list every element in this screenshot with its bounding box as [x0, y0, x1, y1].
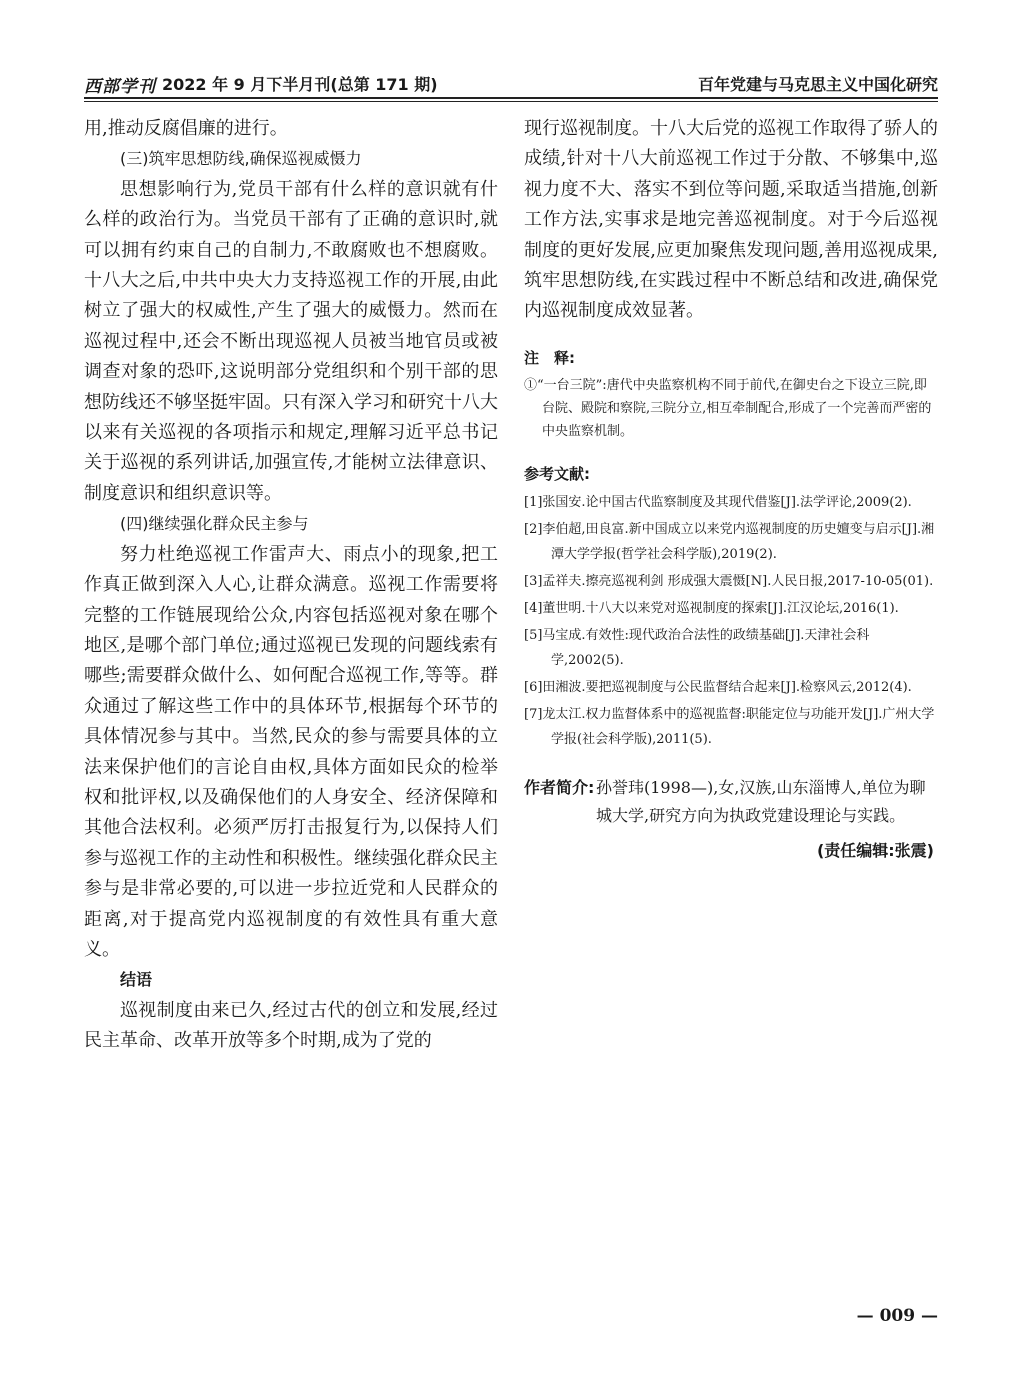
paragraph: 努力杜绝巡视工作雷声大、雨点小的现象,把工作真正做到深入人心,让群众满意。巡视工作需要将完整的工作链展现给公众,内容包括巡视对象在哪个地区,是哪个部门单位;通过巡视已发现的问题线索有哪些;需要群众做什么、如何配合巡视工作,等等。群众通过了解这些工作中的具体环节,根据每个环节的具体情况参与其中。当然,民众的参与需要具体的立法来保护他们的言论自由权,具体方面如民众的检举权和批评权,以及确保他们的人身安全、经济保障和其他合法权利。必须严厉打击报复行为,以保持人们参与巡视工作的主动性和积极性。继续强化群众民主参与是非常必要的,可以进一步拉近党和人民群众的距离,对于提高党内巡视制度的有效性具有重大意义。 — [84, 543, 498, 960]
header-rule — [84, 97, 938, 99]
issue-info: 2022 年 9 月下半月刊(总第 171 期) — [162, 75, 438, 94]
page-number: — 009 — — [856, 1306, 938, 1326]
notes-title: 注 释: — [524, 348, 575, 367]
note-text: ①“一台三院”:唐代中央监察机构不同于前代,在御史台之下设立三院,即台院、殿院和察院,三院分立,相互牵制配合,形成了一个完善而严密的中央监察机制。 — [524, 377, 932, 439]
paragraph: 思想影响行为,党员干部有什么样的意识就有什么样的政治行为。当党员干部有了正确的意识时,就可以拥有约束自己的自制力,不敢腐败也不想腐败。十八大之后,中共中央大力支持巡视工作的开展,由此树立了强大的权威性,产生了强大的威慑力。然而在巡视过程中,还会不断出现巡视人员被当地官员或被调查对象的恐吓,这说明部分党组织和个别干部的思想防线还不够坚挺牢固。只有深入学习和研究十八大以来有关巡视的各项指示和规定,理解习近平总书记关于巡视的系列讲话,加强宣传,才能树立法律意识、制度意识和组织意识等。 — [84, 178, 498, 504]
paragraph: 现行巡视制度。十八大后党的巡视工作取得了骄人的成绩,针对十八大前巡视工作过于分散、不够集中,巡视力度不大、落实不到位等问题,采取适当措施,创新工作方法,实事求是地完善巡视制度。对于今后巡视制度的更好发展,应更加聚焦发现问题,善用巡视成果,筑牢思想防线,在实践过程中不断总结和改进,确保党内巡视制度成效显著。 — [524, 118, 938, 322]
author-bio — [524, 774, 938, 830]
author-label: 作者简介: — [524, 777, 595, 797]
reference-item: [4]董世明.十八大以来党对巡视制度的探索[J].江汉论坛,2016(1). — [524, 600, 899, 616]
conclusion-heading: 结语 — [120, 970, 153, 990]
references-title: 参考文献: — [524, 464, 590, 483]
right-column — [524, 114, 938, 861]
author-text: 孙誉玮(1998—),女,汉族,山东淄博人,单位为聊城大学,研究方向为执政党建设理论与实践。 — [596, 777, 926, 825]
reference-item: [7]龙太江.权力监督体系中的巡视监督:职能定位与功能开发[J].广州大学学报(社会科学版),2011(5). — [524, 706, 935, 747]
reference-item: [5]马宝成.有效性:现代政治合法性的政绩基础[J].天津社会科学,2002(5). — [524, 627, 870, 668]
header-rule-thin — [84, 101, 938, 102]
reference-item: [3]孟祥夫.擦亮巡视利剑 形成强大震慑[N].人民日报,2017-10-05(01). — [524, 573, 934, 589]
paragraph: 巡视制度由来已久,经过古代的创立和发展,经过民主革命、改革开放等多个时期,成为了党的 — [84, 999, 498, 1052]
paragraph: 用,推动反腐倡廉的进行。 — [84, 118, 288, 139]
note-item — [524, 374, 938, 443]
left-column — [84, 114, 498, 1057]
reference-item: [1]张国安.论中国古代监察制度及其现代借鉴[J].法学评论,2009(2). — [524, 494, 912, 510]
journal-logo: 西部学刊 — [84, 77, 156, 97]
editor-credit: (责任编辑:张震) — [816, 840, 934, 860]
reference-item: [2]李伯超,田良富.新中国成立以来党内巡视制度的历史嬗变与启示[J].湘潭大学学报(哲学社会科学版),2019(2). — [524, 521, 935, 562]
reference-item: [6]田湘波.要把巡视制度与公民监督结合起来[J].检察风云,2012(4). — [524, 679, 912, 695]
subsection-heading: (四)继续强化群众民主参与 — [120, 514, 309, 534]
section-title: 百年党建与马克思主义中国化研究 — [697, 75, 938, 94]
running-header — [84, 70, 938, 96]
subsection-heading: (三)筑牢思想防线,确保巡视威慑力 — [120, 149, 362, 169]
